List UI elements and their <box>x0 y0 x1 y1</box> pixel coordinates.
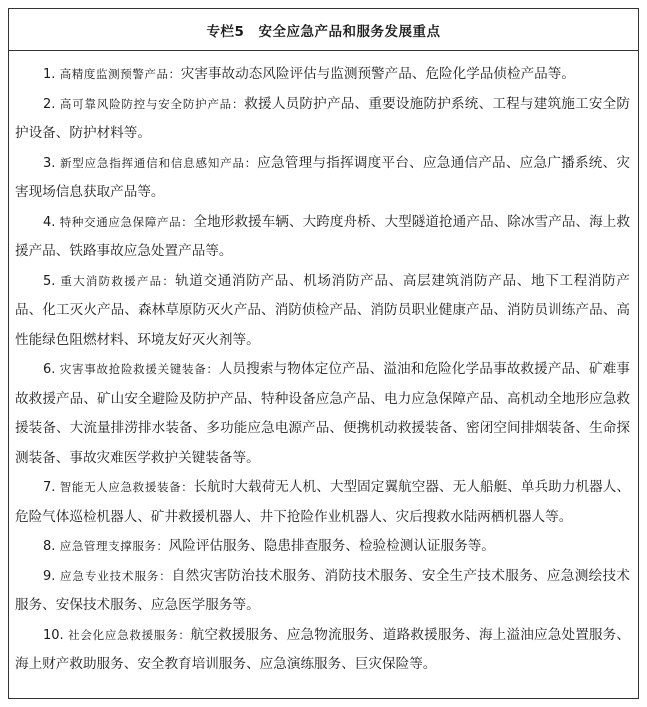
box-header <box>9 9 638 51</box>
item-heading: 高可靠风险防控与安全防护产品： <box>59 96 245 111</box>
item-heading: 高精度监测预警产品： <box>59 67 181 81</box>
list-item <box>15 355 630 473</box>
item-heading: 社会化应急救援服务： <box>68 627 191 642</box>
item-text: 风险评估服务、隐患排查服务、检验检测认证服务等。 <box>168 538 495 554</box>
box-body <box>9 51 638 680</box>
item-heading: 灾害事故抢险救援关键装备： <box>59 362 219 376</box>
item-text: 长航时大载荷无人机、大型固定翼航空器、无人船艇、单兵助力机器人、危险气体巡检机器人、矿井救援机器人、井下抢险作业机器人、灾后搜救水陆两栖机器人等。 <box>15 479 630 525</box>
item-text: 灾害事故动态风险评估与监测预警产品、危险化学品侦检产品等。 <box>180 66 575 82</box>
list-item <box>15 562 630 621</box>
item-heading: 应急管理支撑服务： <box>59 539 169 553</box>
box-title <box>207 20 441 40</box>
item-number: 6. <box>43 362 56 377</box>
feature-box <box>8 8 639 699</box>
item-number: 1. <box>43 67 56 82</box>
item-number: 5. <box>43 273 56 289</box>
item-number: 7. <box>43 480 56 495</box>
item-heading: 智能无人应急救援装备： <box>59 480 194 494</box>
item-heading: 新型应急指挥通信和信息感知产品： <box>59 155 258 170</box>
list-item <box>15 532 630 562</box>
item-heading: 特种交通应急保障产品： <box>59 214 194 229</box>
item-number: 2. <box>43 96 56 112</box>
item-number: 9. <box>43 568 56 584</box>
item-number: 10. <box>43 627 64 643</box>
list-item <box>15 267 630 356</box>
item-text: 救援人员防护产品、重要设施防护系统、工程与建筑施工安全防护设备、防护材料等。 <box>15 95 631 141</box>
list-item <box>15 90 630 149</box>
list-item <box>15 473 630 532</box>
list-item <box>15 149 630 208</box>
box-title-number: 专栏5 <box>206 23 245 40</box>
item-text: 自然灾害防治技术服务、消防技术服务、安全生产技术服务、应急测绘技术服务、安保技术服务、应急医学服务等。 <box>15 567 630 613</box>
box-title-text: 安全应急产品和服务发展重点 <box>258 23 441 40</box>
list-item <box>15 60 630 90</box>
item-number: 3. <box>43 155 56 171</box>
list-item <box>15 208 630 267</box>
list-item <box>15 621 630 680</box>
item-text: 航空救援服务、应急物流服务、道路救援服务、海上溢油应急处置服务、海上财产救助服务、安全教育培训服务、应急演练服务、巨灾保险等。 <box>15 626 631 672</box>
item-number: 8. <box>43 539 56 554</box>
item-heading: 重大消防救援产品： <box>60 273 176 288</box>
item-text: 应急管理与指挥调度平台、应急通信产品、应急广播系统、灾害现场信息获取产品等。 <box>15 154 630 200</box>
item-text: 全地形救援车辆、大跨度舟桥、大型隧道抢通产品、除冰雪产品、海上救援产品、铁路事故应急处置产品等。 <box>15 213 630 259</box>
item-text: 人员搜索与物体定位产品、溢油和危险化学品事故救援产品、矿难事故救援产品、矿山安全避险及防护产品、特种设备应急产品、电力应急保障产品、高机动全地形应急救援装备、大流量排涝排水装备、多功能应急电源产品、便携机动救援装备、密闭空间排烟装备、生命探测装备、事故灾难医学救护关键装备等。 <box>15 361 630 466</box>
item-text: 轨道交通消防产品、机场消防产品、高层建筑消防产品、地下工程消防产品、化工灭火产品、森林草原防灭火产品、消防侦检产品、消防员职业健康产品、消防员训练产品、高性能绿色阻燃材料、环境友好灭火剂等。 <box>15 272 630 348</box>
item-heading: 应急专业技术服务： <box>60 568 172 583</box>
item-number: 4. <box>43 214 56 230</box>
